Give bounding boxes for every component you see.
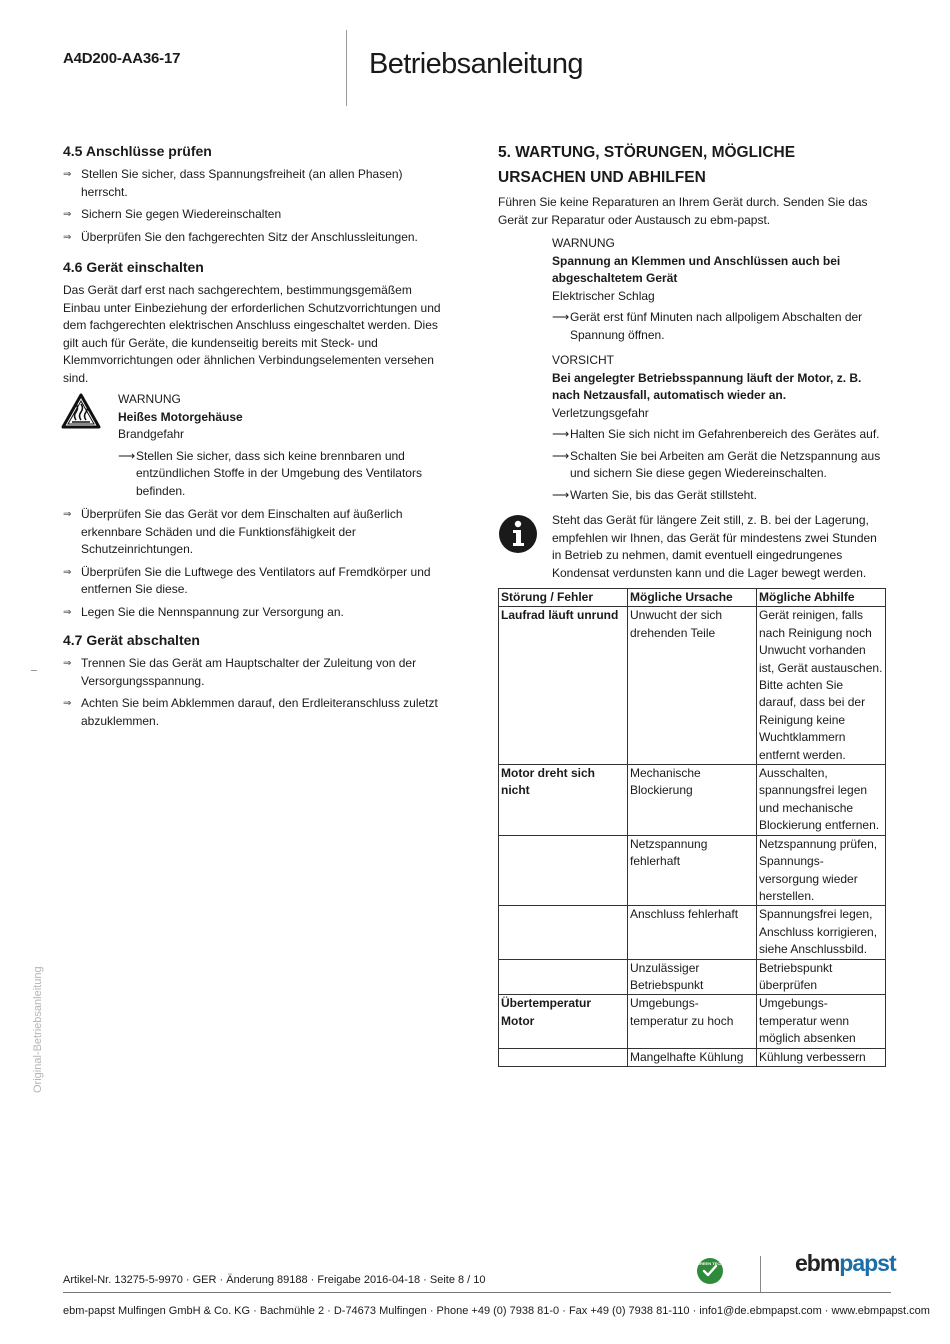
section-4-5-title: 4.5 Anschlüsse prüfen [63,143,212,159]
info-text: Steht das Gerät für längere Zeit still, z. B. bei der Lagerung, empfehlen wir Ihnen, das Gerät für mindestens zwei Stunden in Betrieb zu nehmen, damit eventuell eingedrungenes Kondensat verdunsten kann und die Lager bewegt werden. [552,513,877,580]
table-row [499,995,886,1048]
caution-action: ⟶ Halten Sie sich nicht im Gefahrenbereich des Gerätes auf. [552,426,888,444]
section-4-6-title: 4.6 Gerät einschalten [63,259,204,275]
warning-action: ⟶ Gerät erst fünf Minuten nach allpoligem Abschalten der Spannung öffnen. [552,310,863,342]
section-4-5-list [63,166,443,246]
double-arrow-icon: ⇒ [63,658,72,669]
warning-action: ⟶ Stellen Sie sicher, dass sich keine brennbaren und entzündlichen Stoffe in der Umgebung des Ventilators befinden. [118,448,422,498]
restart-caution [498,352,888,504]
caution-action: ⟶ Schalten Sie bei Arbeiten am Gerät die Netzspannung aus und sichern Sie diese gegen Wiedereinschalten. [552,448,881,480]
table-row [499,607,886,765]
section-5-title-line-2: URSACHEN UND ABHILFEN [498,169,706,186]
logo-divider [760,1256,761,1292]
list-item: ⇒ Trennen Sie das Gerät am Hauptschalter der Zuleitung von der Versorgungsspannung. [63,656,417,688]
storage-info [498,512,888,582]
caution-subject: Bei angelegter Betriebsspannung läuft der Motor, z. B. nach Netzausfall, automatisch wieder an. [552,370,862,402]
list-item: ⇒ Überprüfen Sie das Gerät vor dem Einschalten auf äußerlich erkennbare Schäden und die Funktionsfähigkeit der Schutzeinrichtungen. [63,507,403,556]
document-title: Betriebsanleitung [369,48,583,80]
cause-cell: Unzulässiger Betriebspunkt [628,959,757,995]
warning-risk: Elektrischer Schlag [552,288,655,303]
column-header-remedy: Mögliche Abhilfe [757,589,886,607]
remedy-cell: Umgebungs-temperatur wenn möglich absenken [757,995,886,1048]
column-header-cause: Mögliche Ursache [628,589,757,607]
table-row [499,959,886,995]
long-right-arrow-icon: ⟶ [552,487,570,502]
section-4-6-paragraph: Das Gerät darf erst nach sachgerechtem, bestimmungsgemäßem Einbau unter Einbeziehung der erforderlichen Schutzvorrichtungen und dem fachgerechten elektrischen Anschluss eingeschaltet werden. Dies gilt auch für Geräte, die kundenseitig bereits mit Steck- und Klemmvorrichtungen oder ähnlichen Verbindungselementen versehen sind. [63,283,441,385]
cause-cell: Anschluss fehlerhaft [628,906,757,959]
long-right-arrow-icon: ⟶ [552,448,570,463]
list-item: ⇒ Überprüfen Sie den fachgerechten Sitz der Anschlussleitungen. [63,229,443,247]
section-4-7-list [63,655,443,730]
list-item: ⇒ Achten Sie beim Abklemmen darauf, den Erdleiteranschluss zuletzt abzuklemmen. [63,696,438,728]
list-item: ⇒ Überprüfen Sie die Luftwege des Ventilators auf Fremdkörper und entfernen Sie diese. [63,564,431,596]
document-model-code: A4D200-AA36-17 [63,50,181,67]
cause-cell: Unwucht der sich drehenden Teile [628,607,757,765]
section-4-7-title: 4.7 Gerät abschalten [63,632,200,648]
double-arrow-icon: ⇒ [63,698,72,709]
section-5-title-line-1: 5. WARTUNG, STÖRUNGEN, MÖGLICHE [498,144,796,161]
fault-cell [499,906,628,959]
warning-subject: Spannung an Klemmen und Anschlüssen auch bei abgeschaltetem Gerät [552,253,841,285]
list-item: ⇒ Sichern Sie gegen Wiedereinschalten [63,206,443,224]
warning-label: WARNUNG [552,236,615,250]
troubleshooting-table [498,588,886,1067]
fault-cell: Motor dreht sich nicht [499,765,628,836]
fault-cell [499,835,628,906]
double-arrow-icon: ⇒ [63,169,72,180]
caution-label: VORSICHT [552,353,615,367]
remedy-cell: Netzspannung prüfen, Spannungs-versorgung wieder herstellen. [757,835,886,906]
fault-cell: Übertemperatur Motor [499,995,628,1048]
svg-text:GREEN TECH: GREEN TECH [696,1261,724,1266]
warning-label: WARNUNG [118,392,181,406]
caution-risk: Verletzungsgefahr [552,405,649,420]
double-arrow-icon: ⇒ [63,509,72,520]
voltage-warning [498,235,888,344]
list-item: ⇒ Legen Sie die Nennspannung zur Versorgung an. [63,604,443,622]
remedy-cell: Ausschalten, spannungsfrei legen und mechanische Blockierung entfernen. [757,765,886,836]
margin-tick [31,670,37,671]
long-right-arrow-icon: ⟶ [552,310,570,324]
column-header-fault: Störung / Fehler [499,589,628,607]
company-info: ebm-papst Mulfingen GmbH & Co. KG · Bachmühle 2 · D-74673 Mulfingen · Phone +49 (0) 7938 81-0 · Fax +49 (0) 7938 81-110 · info1@de.ebmpapst.com · www.ebmpapst.com [63,1305,930,1317]
section-4-6-list [63,506,443,621]
remedy-cell: Spannungsfrei legen, Anschluss korrigieren, siehe Anschlussbild. [757,906,886,959]
green-tech-badge-icon [696,1257,724,1285]
remedy-cell: Gerät reinigen, falls nach Reinigung noch Unwucht vorhanden ist, Gerät austauschen. Bitte achten Sie darauf, dass bei der Reinigung keine Wuchtklammern entfernt werden. [757,607,886,765]
fault-cell [499,1048,628,1066]
remedy-cell: Betriebspunkt überprüfen [757,959,886,995]
cause-cell: Mangelhafte Kühlung [628,1048,757,1066]
long-right-arrow-icon: ⟶ [552,427,570,441]
double-arrow-icon: ⇒ [63,566,72,578]
table-row [499,765,886,836]
double-arrow-icon: ⇒ [63,231,72,243]
header-divider [346,30,347,106]
remedy-cell: Kühlung verbessern [757,1048,886,1066]
fault-cell [499,959,628,995]
cause-cell: Mechanische Blockierung [628,765,757,836]
cause-cell: Umgebungs-temperatur zu hoch [628,995,757,1048]
info-icon [498,514,538,554]
list-item: ⇒ Stellen Sie sicher, dass Spannungsfreiheit (an allen Phasen) herrscht. [63,167,403,199]
double-arrow-icon: ⇒ [63,606,72,618]
warning-subject: Heißes Motorgehäuse [118,409,243,424]
table-row [499,906,886,959]
double-arrow-icon: ⇒ [63,209,72,220]
footer-rule [63,1292,891,1293]
left-column [63,140,443,735]
long-right-arrow-icon: ⟶ [118,448,136,463]
table-row [499,1048,886,1066]
article-info: Artikel-Nr. 13275-5-9970 · GER · Änderung 89188 · Freigabe 2016-04-18 · Seite 8 / 10 [63,1274,486,1286]
cause-cell: Netzspannung fehlerhaft [628,835,757,906]
hot-surface-icon [61,393,101,429]
side-label: Original-Betriebsanleitung [32,966,44,1093]
table-row [499,835,886,906]
warning-risk: Brandgefahr [118,427,185,441]
fault-cell: Laufrad läuft unrund [499,607,628,765]
caution-action: ⟶ Warten Sie, bis das Gerät stillsteht. [552,487,888,505]
section-5-intro: Führen Sie keine Reparaturen an Ihrem Gerät durch. Senden Sie das Gerät zur Reparatur oder Austausch zu ebm-papst. [498,195,868,227]
hot-surface-warning [63,391,443,500]
right-column [498,140,888,1067]
table-header-row [499,589,886,607]
ebmpapst-logo: ebmpapst [795,1250,896,1276]
